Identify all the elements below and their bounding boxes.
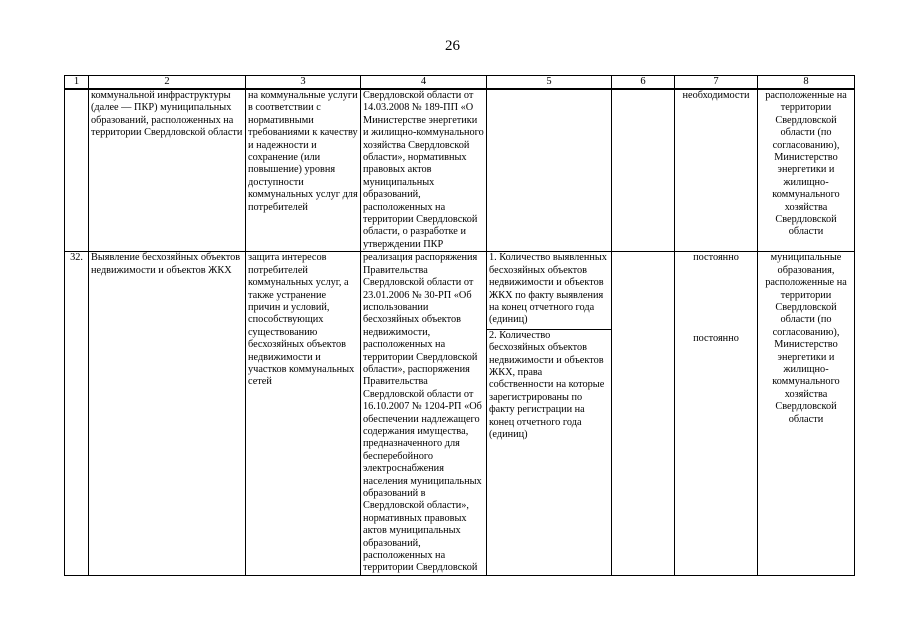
page-number: 26 bbox=[445, 38, 460, 54]
cell-col-6 bbox=[612, 252, 675, 576]
indicator-1: 1. Количество выявленных бесхозяйных объектов недвижимости и объектов ЖКХ по факту выявления на конец отчетного года (единиц) bbox=[489, 252, 607, 326]
cell-indicator bbox=[487, 89, 612, 252]
table-row-32 bbox=[65, 252, 855, 576]
cell-legal-basis: Свердловской области от 14.03.2008 № 189-ПП «О Министерстве энергетики и жилищно-коммунального хозяйства Свердловской области», нормативных правовых актов муниципальных образований, расположенных на территории Свердловской области, о разработке и утверждении ПКР bbox=[361, 89, 487, 252]
header-col-5: 5 bbox=[487, 76, 612, 90]
cell-terms bbox=[675, 252, 758, 576]
header-col-3: 3 bbox=[246, 76, 361, 90]
cell-col-6 bbox=[612, 89, 675, 252]
cell-number bbox=[65, 89, 89, 252]
cell-goal: на коммунальные услуги в соответствии с нормативными требованиями к качеству и надежности и сохранение (или повышение) уровня доступности коммунальных услуг для потребителей bbox=[246, 89, 361, 252]
cell-indicators bbox=[487, 252, 612, 576]
cell-legal-basis: реализация распоряжения Правительства Свердловской области от 23.01.2006 № 30-РП «Об использовании бесхозяйных объектов недвижимости, расположенных на территории Свердловской области», распоряжения Правительства Свердловской области от 16.10.2007 № 1204-РП «Об обеспечении надлежащего содержания имущества, предназначенного для бесперебойного электроснабжения населения муниципальных образований в Свердловской области», нормативных правовых актов муниципальных образований, расположенных на территории Свердловской bbox=[361, 252, 487, 576]
header-col-4: 4 bbox=[361, 76, 487, 90]
cell-responsible: муниципальные образования, расположенные на территории Свердловской области (по согласованию), Министерство энергетики и жилищно-коммунального хозяйства Свердловской области bbox=[758, 252, 855, 576]
header-col-7: 7 bbox=[675, 76, 758, 90]
header-col-8: 8 bbox=[758, 76, 855, 90]
measures-table bbox=[64, 75, 855, 576]
header-col-2: 2 bbox=[89, 76, 246, 90]
cell-responsible: расположенные на территории Свердловской области (по согласованию), Министерство энергетики и жилищно-коммунального хозяйства Свердловской области bbox=[758, 89, 855, 252]
cell-number: 32. bbox=[65, 252, 89, 576]
term-1: постоянно bbox=[693, 252, 739, 264]
cell-goal: защита интересов потребителей коммунальных услуг, а также устранение причин и условий, способствующих существованию бесхозяйных объектов недвижимости и участков коммунальных сетей bbox=[246, 252, 361, 576]
header-col-6: 6 bbox=[612, 76, 675, 90]
table-row-continuation bbox=[65, 89, 855, 252]
header-col-1: 1 bbox=[65, 76, 89, 90]
cell-measure-name: коммунальной инфраструктуры (далее — ПКР) муниципальных образований, расположенных на территории Свердловской области bbox=[89, 89, 246, 252]
term-2: постоянно bbox=[693, 332, 739, 344]
table-header-row bbox=[65, 76, 855, 90]
cell-term: необходимости bbox=[675, 89, 758, 252]
indicator-2: 2. Количество бесхозяйных объектов недвижимости и объектов ЖКХ, права собственности на которые зарегистрированы по факту регистрации на конец отчетного года (единиц) bbox=[487, 329, 611, 442]
cell-measure-name: Выявление бесхозяйных объектов недвижимости и объектов ЖКХ bbox=[89, 252, 246, 576]
